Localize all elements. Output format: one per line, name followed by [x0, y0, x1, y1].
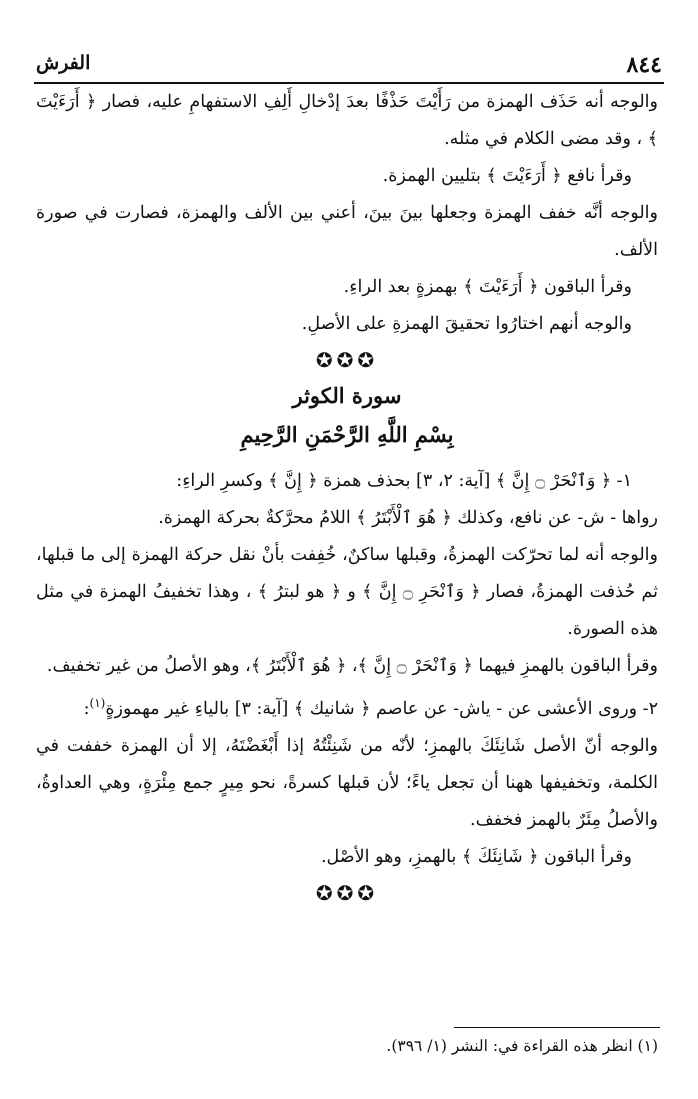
- paragraph-2: وقرأ نافع ﴿ أَرَءَيْتَ ﴾ بتليين الهمزة.: [382, 166, 632, 186]
- page-header: [36, 52, 662, 80]
- paragraph-4: وقرأ الباقون ﴿ أَرَءَيْتَ ﴾ بهمزةٍ بعد الراءِ.: [343, 277, 632, 297]
- ornament-star-icon: ✪: [357, 348, 379, 372]
- paragraph-10-text: ٢- وروى الأعشى عن - ياش- عن عاصم ﴿ شانيك ﴾ [آية: ٣] بالياءِ غير مهموزةٍ: [105, 698, 658, 719]
- paragraph-10-tail: :: [83, 698, 90, 719]
- ornament-star-icon: ✪: [357, 880, 379, 905]
- paragraph-11: والوجه أنّ الأصل شَانِئَكَ بالهمزِ؛ لأنّه من شَنِئْتُهُ إذا أَبْغَضْتَهُ، إلا أن الهمزة خففت في الكلمة، وتخفيفها ههنا أن تجعل ياءً؛ لأن قبلها كسرةً، نحو مِيرٍ جمع مِئْرَةٍ، وهي العداوةُ، والأصلُ مِئَرٌ بالهمز فخفف.: [36, 735, 658, 830]
- closing-ornament: [36, 878, 658, 908]
- paragraph-10: [36, 685, 658, 728]
- paragraph-6: ١- ﴿ وَٱنْحَرْ ۝ إِنَّ ﴾ [آية: ٢، ٣] بحذف همزة ﴿ إِنَّ ﴾ وكسرِ الراءِ:: [176, 471, 632, 491]
- footnote-ref[interactable]: (١): [89, 696, 106, 710]
- page-number: ٨٤٤: [626, 52, 662, 78]
- main-text: [36, 84, 658, 910]
- ornament-star-icon: ✪: [315, 348, 337, 372]
- paragraph-7: رواها - ش- عن نافع، وكذلك ﴿ هُوَ ٱلْأَبْتَرُ ﴾ اللامُ محرَّكةٌ بحركة الهمزة.: [158, 508, 658, 528]
- paragraph-9: وقرأ الباقون بالهمزِ فيهما ﴿ وَٱنْحَرْ ۝ إِنَّ ﴾، ﴿ هُوَ ٱلْأَبْتَرُ ﴾، وهو الأصلُ من غير تخفيف.: [46, 656, 658, 676]
- paragraph-3: والوجه أنَّه خفف الهمزة وجعلها بينَ بينَ، أعني بين الألف والهمزة، فصارت في صورة الألف.: [36, 203, 658, 260]
- ornament-star-icon: ✪: [336, 348, 358, 372]
- surah-title: سورة الكوثر: [292, 383, 402, 408]
- ornament-star-icon: ✪: [315, 880, 337, 905]
- section-ornament: [36, 345, 658, 375]
- paragraph-1: والوجه أنه حَذَف الهمزة من رَأَيْتَ حَذْفًا بعدَ إدْخالِ أَلِفِ الاستفهامِ عليه، فصار ﴿ أَرَءَيْتَ ﴾ ، وقد مضى الكلام في مثله.: [36, 92, 658, 149]
- running-title: الفرش: [36, 52, 91, 74]
- paragraph-5: والوجه أنهم اختارُوا تحقيقَ الهمزةِ على الأصلِ.: [301, 314, 632, 334]
- paragraph-8: والوجه أنه لما تحرّكت الهمزةُ، وقبلها ساكنٌ، خُفِفت بأنْ نقل حركة الهمزة إلى ما قبلها، ثم حُذفت الهمزةُ، فصار ﴿ وَٱنْحَرِ ۝ إِنَّ ﴾ و ﴿ هو لبترُ ﴾ ، وهذا تخفيفُ الهمزة في مثل هذه الصورة.: [36, 545, 658, 639]
- footnote: (١) انظر هذه القراءة في: النشر (١/ ٣٩٦).: [386, 1037, 658, 1055]
- paragraph-12: وقرأ الباقون ﴿ شَانِئَكَ ﴾ بالهمزِ، وهو الأصْل.: [320, 846, 632, 867]
- ornament-star-icon: ✪: [336, 880, 358, 905]
- footnote-rule: [454, 1027, 660, 1028]
- basmala: بِسْمِ اللَّهِ الرَّحْمَنِ الرَّحِيمِ: [240, 422, 454, 447]
